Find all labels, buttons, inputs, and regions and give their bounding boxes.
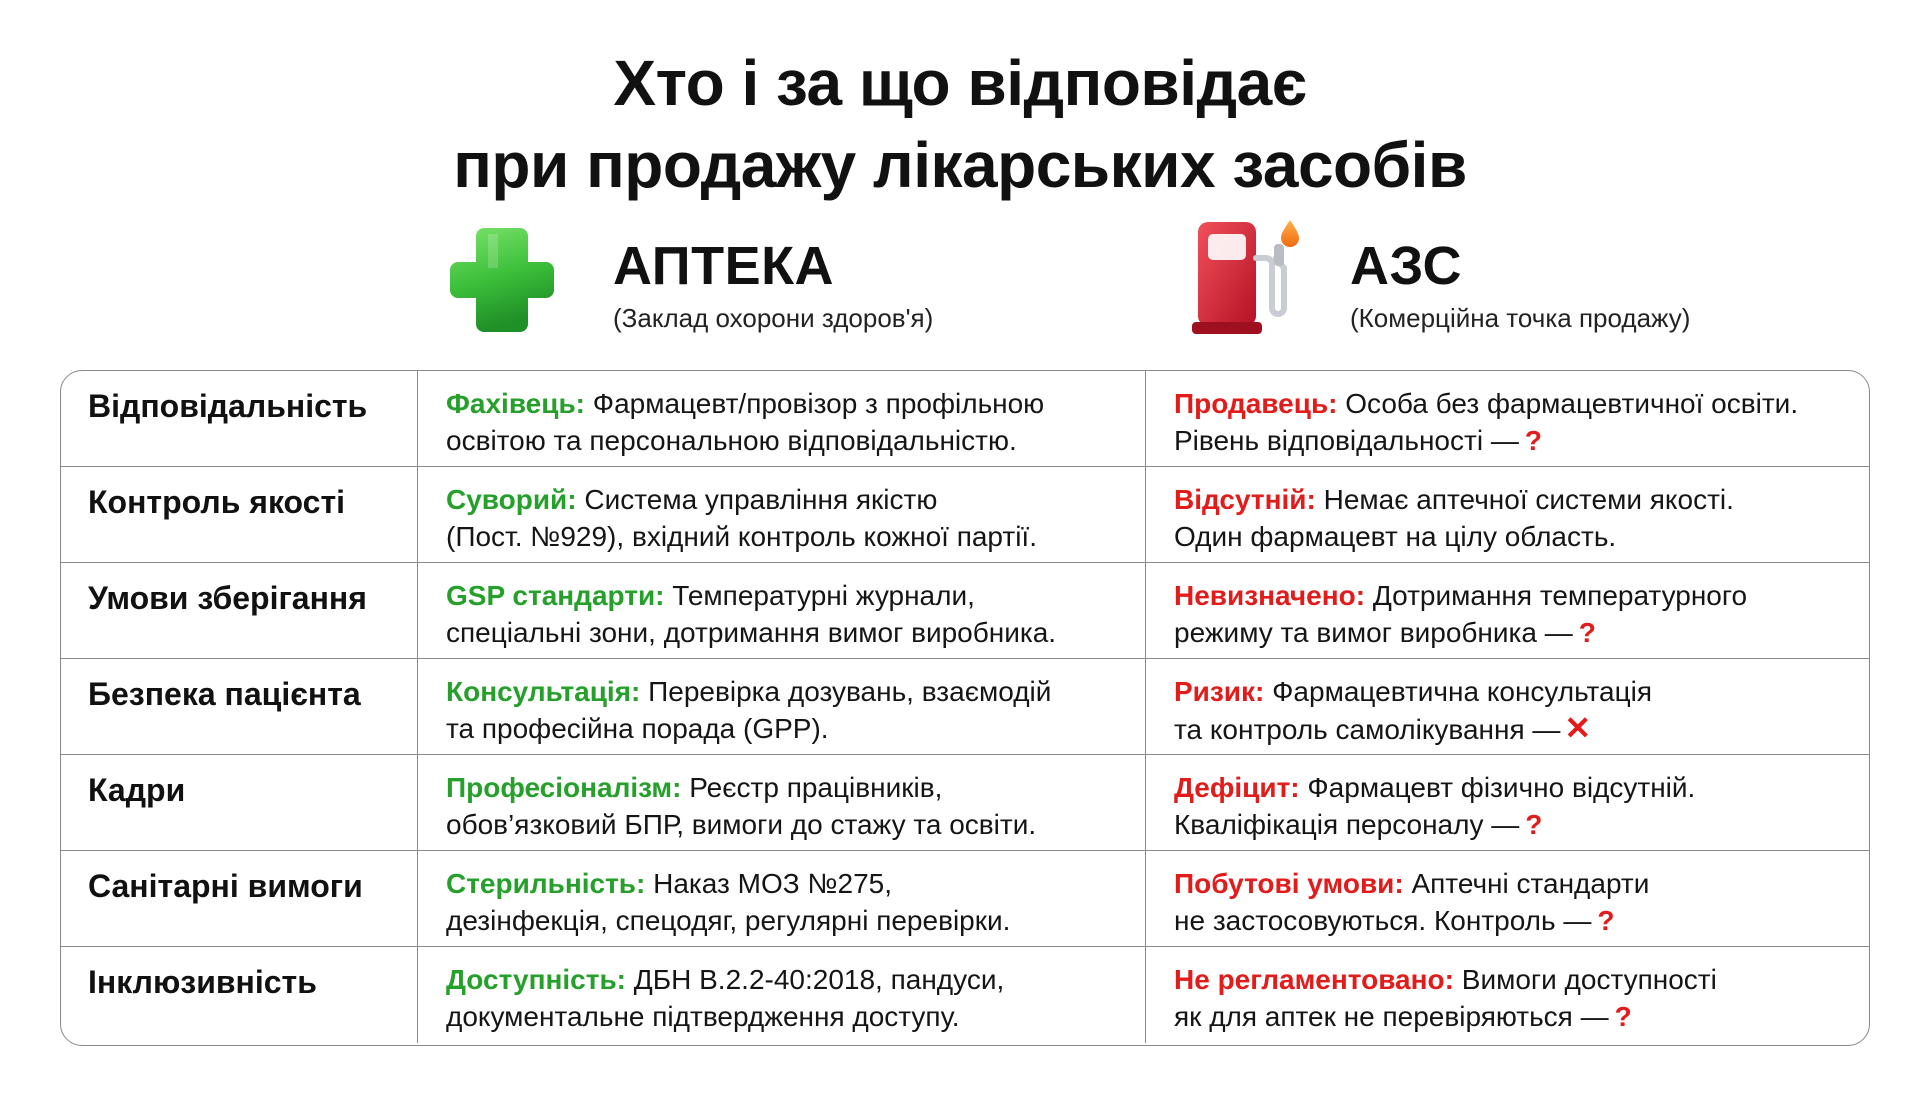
criterion-label: Відповідальність — [88, 388, 368, 424]
pharmacy-label: Фахівець: — [446, 388, 585, 419]
pharmacy-cell — [418, 755, 1146, 850]
pharmacy-label: Доступність: — [446, 964, 627, 995]
criterion-cell — [61, 371, 418, 466]
table-row — [61, 659, 1869, 755]
gas-station-name: АЗС — [1350, 236, 1462, 296]
question-mark-icon: ? — [1597, 905, 1615, 936]
pharmacy-name: АПТЕКА — [613, 236, 835, 296]
pharmacy-text-line2: обов’язковий БПР, вимоги до стажу та освіти. — [446, 809, 1037, 840]
gas-station-label: Ризик: — [1174, 676, 1265, 707]
criterion-label: Кадри — [88, 772, 186, 808]
pharmacy-label: GSP стандарти: — [446, 580, 665, 611]
pharmacy-label: Консультація: — [446, 676, 641, 707]
pharmacy-text-line1: Наказ МОЗ №275, — [653, 868, 892, 899]
pharmacy-cell — [418, 659, 1146, 754]
gas-station-text-line2: Кваліфікація персоналу — — [1174, 809, 1520, 840]
gas-station-text-line2: Один фармацевт на цілу область. — [1174, 521, 1617, 552]
gas-station-text-line1: Дотримання температурного — [1372, 580, 1748, 611]
gas-station-text-line1: Фармацевтична консультація — [1272, 676, 1653, 707]
gas-station-header — [1350, 236, 1690, 334]
table-row — [61, 851, 1869, 947]
gas-station-cell — [1146, 947, 1870, 1043]
pharmacy-cell — [418, 947, 1146, 1043]
title-line-1: Хто і за що відповідає — [613, 47, 1307, 119]
table-row — [61, 755, 1869, 851]
gas-station-text-line2: не застосовуються. Контроль — — [1174, 905, 1592, 936]
pharmacy-text-line1: ДБН В.2.2-40:2018, пандуси, — [633, 964, 1005, 995]
pharmacy-cell — [418, 467, 1146, 562]
criterion-cell — [61, 467, 418, 562]
criterion-cell — [61, 947, 418, 1043]
gas-station-text-line2: як для аптек не перевіряються — — [1174, 1001, 1609, 1032]
comparison-table — [60, 370, 1870, 1046]
gas-station-label: Невизначено: — [1174, 580, 1366, 611]
pharmacy-text-line1: Перевірка дозувань, взаємодій — [648, 676, 1052, 707]
gas-station-cell — [1146, 563, 1870, 658]
criterion-cell — [61, 563, 418, 658]
criterion-label: Безпека пацієнта — [88, 676, 361, 712]
gas-station-cell — [1146, 851, 1870, 946]
pharmacy-text-line2: спеціальні зони, дотримання вимог виробника. — [446, 617, 1057, 648]
gas-station-text-line1: Фармацевт фізично відсутній. — [1307, 772, 1696, 803]
gas-station-text-line2: режиму та вимог виробника — — [1174, 617, 1573, 648]
title-line-2: при продажу лікарських засобів — [453, 129, 1467, 201]
gas-station-subtitle: (Комерційна точка продажу) — [1350, 303, 1691, 333]
gas-station-label: Не регламентовано: — [1174, 964, 1454, 995]
pharmacy-text-line2: освітою та персональною відповідальністю. — [446, 425, 1017, 456]
pharmacy-text-line1: Температурні журнали, — [672, 580, 975, 611]
gas-station-label: Дефіцит: — [1174, 772, 1300, 803]
gas-station-label: Відсутній: — [1174, 484, 1316, 515]
criterion-label: Умови зберігання — [88, 580, 367, 616]
gas-station-text-line1: Вимоги доступності — [1461, 964, 1717, 995]
criterion-cell — [61, 755, 418, 850]
criterion-label: Інклюзивність — [88, 964, 317, 1000]
question-mark-icon: ? — [1524, 425, 1542, 456]
gas-station-text-line1: Аптечні стандарти — [1411, 868, 1650, 899]
gas-station-label: Продавець: — [1174, 388, 1338, 419]
pharmacy-label: Професіоналізм: — [446, 772, 682, 803]
gas-station-text-line1: Особа без фармацевтичної освіти. — [1345, 388, 1799, 419]
pharmacy-text-line1: Система управління якістю — [584, 484, 938, 515]
pharmacy-cell — [418, 563, 1146, 658]
criterion-cell — [61, 851, 418, 946]
fuel-pump-icon — [1190, 216, 1302, 338]
table-row — [61, 563, 1869, 659]
pharmacy-label: Стерильність: — [446, 868, 646, 899]
pharmacy-text-line2: документальне підтвердження доступу. — [446, 1001, 960, 1032]
gas-station-text-line2: та контроль самолікування — — [1174, 714, 1561, 745]
green-cross-icon — [444, 222, 560, 338]
pharmacy-cell — [418, 851, 1146, 946]
question-mark-icon: ? — [1614, 1001, 1632, 1032]
criterion-cell — [61, 659, 418, 754]
gas-station-text-line2: Рівень відповідальності — — [1174, 425, 1519, 456]
page-title — [0, 42, 1920, 206]
question-mark-icon: ? — [1578, 617, 1596, 648]
pharmacy-text-line2: та професійна порада (GPP). — [446, 713, 829, 744]
pharmacy-cell — [418, 371, 1146, 466]
pharmacy-text-line2: (Пост. №929), вхідний контроль кожної партії. — [446, 521, 1037, 552]
pharmacy-text-line1: Фармацевт/провізор з профільною — [592, 388, 1045, 419]
cross-mark-icon: ✕ — [1564, 710, 1592, 746]
gas-station-cell — [1146, 467, 1870, 562]
criterion-label: Санітарні вимоги — [88, 868, 363, 904]
pharmacy-text-line2: дезінфекція, спецодяг, регулярні перевірки. — [446, 905, 1011, 936]
pharmacy-label: Суворий: — [446, 484, 577, 515]
question-mark-icon: ? — [1525, 809, 1543, 840]
gas-station-label: Побутові умови: — [1174, 868, 1404, 899]
gas-station-cell — [1146, 371, 1870, 466]
gas-station-cell — [1146, 659, 1870, 754]
pharmacy-header — [613, 236, 933, 334]
table-row — [61, 947, 1869, 1043]
criterion-label: Контроль якості — [88, 484, 346, 520]
pharmacy-text-line1: Реєстр працівників, — [689, 772, 943, 803]
gas-station-text-line1: Немає аптечної системи якості. — [1323, 484, 1734, 515]
gas-station-cell — [1146, 755, 1870, 850]
table-row — [61, 467, 1869, 563]
pharmacy-subtitle: (Заклад охорони здоров'я) — [613, 303, 934, 333]
table-row — [61, 371, 1869, 467]
